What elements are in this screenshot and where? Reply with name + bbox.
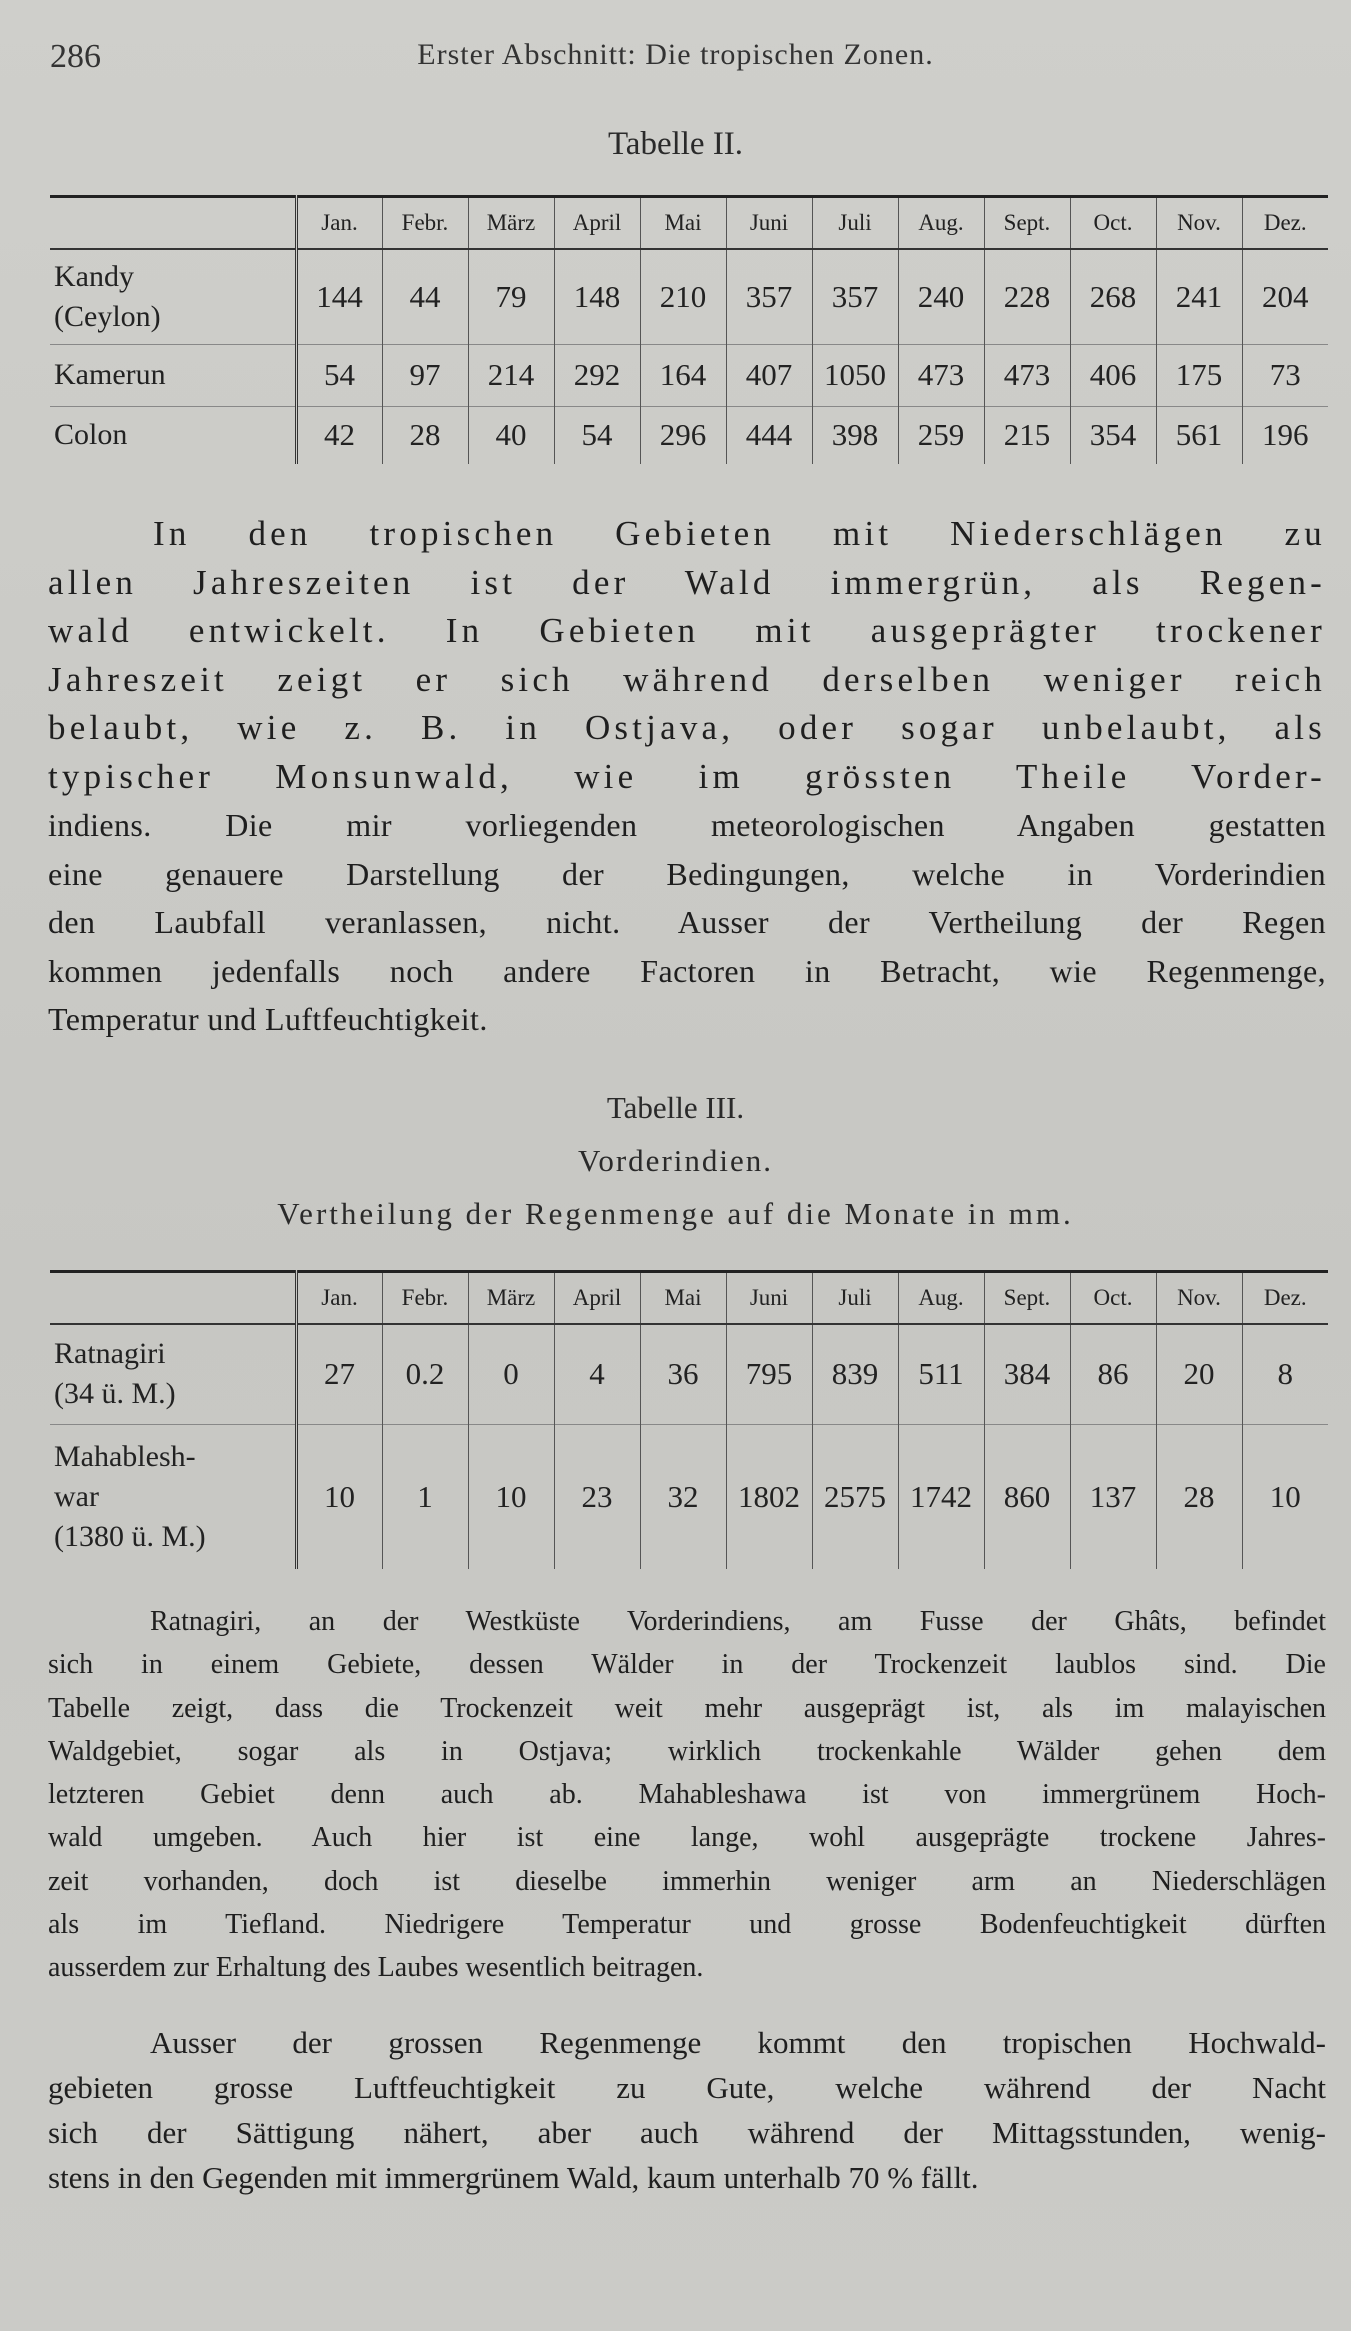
row-label-line: Ratnagiri (54, 1337, 166, 1371)
table3-cell: 10 (296, 1424, 382, 1569)
text-line: eine genauere Darstellung der Bedingungen, welche in Vorderindien (48, 855, 1326, 892)
row-label-line: (Ceylon) (54, 299, 161, 333)
table2-cell: 398 (812, 406, 898, 464)
table2-cell: 407 (726, 344, 812, 406)
table2-row-label (50, 249, 296, 344)
text-line: kommen jedenfalls noch andere Factoren in Betracht, wie Regenmenge, (48, 952, 1326, 989)
text-line: den Laubfall veranlassen, nicht. Ausser der Vertheilung der Regen (48, 904, 1326, 940)
table3-description: Vertheilung der Regenmenge auf die Monate in mm. (277, 1196, 1074, 1231)
table2-cell: 228 (984, 249, 1070, 344)
row-label-line: (1380 ü. M.) (54, 1519, 206, 1553)
row-label-line: Kandy (54, 259, 134, 293)
text-line: gebieten grosse Luftfeuchtigkeit zu Gute, welche während der Nacht (48, 2070, 1326, 2105)
paragraph-1 (48, 510, 1326, 1044)
table3-cell: 36 (640, 1324, 726, 1424)
table2-row (50, 406, 1328, 464)
text-line: Ausser der grossen Regenmenge kommt den tropischen Hochwald- (150, 2025, 1326, 2060)
text-line: Tabelle zeigt, dass die Trockenzeit weit mehr ausgeprägt ist, als im malayischen (48, 1692, 1326, 1724)
text-line: sich der Sättigung nähert, aber auch während der Mittagsstunden, wenig- (48, 2115, 1326, 2150)
table2-cell: 357 (812, 249, 898, 344)
text-line: Ratnagiri, an der Westküste Vorderindiens, am Fusse der Ghâts, befindet (150, 1606, 1326, 1637)
page-header (50, 38, 1301, 86)
table-3 (50, 1270, 1328, 1569)
text-line: indiens. Die mir vorliegenden meteorologischen Angaben gestatten (48, 807, 1326, 843)
table3-col-header: Febr. (382, 1272, 468, 1325)
table3-col-header: Jan. (296, 1272, 382, 1325)
table2-row (50, 249, 1328, 344)
table2-col-header: Juni (726, 197, 812, 250)
text-line: wald entwickelt. In Gebieten mit ausgeprägter trockener (48, 611, 1326, 650)
table2-cell: 1050 (812, 344, 898, 406)
text-line: Jahreszeit zeigt er sich während derselben weniger reich (48, 659, 1326, 699)
table2-cell: 259 (898, 406, 984, 464)
table2-col-header: Jan. (296, 197, 382, 250)
table2-cell: 97 (382, 344, 468, 406)
table2-cell: 561 (1156, 406, 1242, 464)
table3-col-header: Aug. (898, 1272, 984, 1325)
table3-cell: 1742 (898, 1424, 984, 1569)
table2-cell: 473 (898, 344, 984, 406)
table2-cell: 210 (640, 249, 726, 344)
row-label-line: (34 ü. M.) (54, 1377, 176, 1411)
table2-cell: 148 (554, 249, 640, 344)
table2-cell: 473 (984, 344, 1070, 406)
text-line: Waldgebiet, sogar als in Ostjava; wirklich trockenkahle Wälder gehen dem (48, 1735, 1326, 1767)
table3-cell: 1802 (726, 1424, 812, 1569)
table3-cell: 32 (640, 1424, 726, 1569)
table2-cell: 196 (1242, 406, 1328, 464)
row-label-line: war (54, 1479, 99, 1513)
table2-cell: 79 (468, 249, 554, 344)
table3-cell: 4 (554, 1324, 640, 1424)
table3-cell: 27 (296, 1324, 382, 1424)
table3-cell: 137 (1070, 1424, 1156, 1569)
table2-cell: 354 (1070, 406, 1156, 464)
table2-col-header: April (554, 197, 640, 250)
table3-cell: 86 (1070, 1324, 1156, 1424)
table2-cell: 215 (984, 406, 1070, 464)
table2-col-header: Sept. (984, 197, 1070, 250)
table2-cell: 164 (640, 344, 726, 406)
text-line: belaubt, wie z. B. in Ostjava, oder sogar unbelaubt, als (48, 708, 1326, 747)
table3-col-header: Nov. (1156, 1272, 1242, 1325)
table2-row (50, 344, 1328, 406)
table3-cell: 384 (984, 1324, 1070, 1424)
table2-col-header: Nov. (1156, 197, 1242, 250)
table2-row-label (50, 344, 296, 406)
table2-col-header: Oct. (1070, 197, 1156, 250)
table2-corner-cell (50, 197, 296, 250)
text-line: wald umgeben. Auch hier ist eine lange, wohl ausgeprägte trockene Jahres- (48, 1822, 1326, 1854)
row-label-line: Mahablesh- (54, 1439, 196, 1473)
table2-cell: 296 (640, 406, 726, 464)
table3-cell: 511 (898, 1324, 984, 1424)
running-title: Erster Abschnitt: Die tropischen Zonen. (417, 38, 934, 71)
table2-caption: Tabelle II. (607, 126, 744, 162)
table3-corner-cell (50, 1272, 296, 1325)
table2-header-row (50, 197, 1328, 250)
table2-cell: 357 (726, 249, 812, 344)
paragraph-3 (48, 2020, 1326, 2200)
row-label-line: Kamerun (54, 358, 166, 391)
table3-col-header: März (468, 1272, 554, 1325)
table2-cell: 28 (382, 406, 468, 464)
table-2 (50, 195, 1328, 464)
table3-col-header: Dez. (1242, 1272, 1328, 1325)
table3-cell: 10 (1242, 1424, 1328, 1569)
table2-cell: 214 (468, 344, 554, 406)
table2-cell: 204 (1242, 249, 1328, 344)
table2-col-header: Aug. (898, 197, 984, 250)
table3-cell: 860 (984, 1424, 1070, 1569)
table3-col-header: Sept. (984, 1272, 1070, 1325)
table2-row-label (50, 406, 296, 464)
text-line: In den tropischen Gebieten mit Niederschlägen zu (153, 514, 1326, 553)
text-line: sich in einem Gebiete, dessen Wälder in der Trockenzeit laublos sind. Die (48, 1649, 1326, 1681)
table3-col-header: Juni (726, 1272, 812, 1325)
text-line: allen Jahreszeiten ist der Wald immergrün, als Regen- (48, 562, 1326, 602)
table3-cell: 10 (468, 1424, 554, 1569)
table2-cell: 54 (554, 406, 640, 464)
table2-cell: 73 (1242, 344, 1328, 406)
text-line: zeit vorhanden, doch ist dieselbe immerhin weniger arm an Niederschlägen (48, 1865, 1326, 1897)
table3-cell: 0 (468, 1324, 554, 1424)
table2-cell: 40 (468, 406, 554, 464)
table2-cell: 406 (1070, 344, 1156, 406)
text-line: stens in den Gegenden mit immergrünem Wald, kaum unterhalb 70 % fällt. (48, 2160, 979, 2195)
table2-cell: 42 (296, 406, 382, 464)
table2-cell: 240 (898, 249, 984, 344)
table3-col-header: Juli (812, 1272, 898, 1325)
table2-cell: 292 (554, 344, 640, 406)
table2-col-header: Mai (640, 197, 726, 250)
text-line: Temperatur und Luftfeuchtigkeit. (48, 1001, 488, 1037)
table2-cell: 44 (382, 249, 468, 344)
table3-row-label (50, 1424, 296, 1569)
table2-cell: 268 (1070, 249, 1156, 344)
table3-row (50, 1324, 1328, 1424)
table2-cell: 444 (726, 406, 812, 464)
table3-col-header: Mai (640, 1272, 726, 1325)
table2-cell: 241 (1156, 249, 1242, 344)
table3-header-row (50, 1272, 1328, 1325)
table2-col-header: Juli (812, 197, 898, 250)
table2-col-header: Febr. (382, 197, 468, 250)
table3-cell: 839 (812, 1324, 898, 1424)
table3-cell: 28 (1156, 1424, 1242, 1569)
page-number: 286 (50, 38, 101, 75)
row-label-line: Colon (54, 418, 128, 452)
table3-cell: 795 (726, 1324, 812, 1424)
table3-cell: 8 (1242, 1324, 1328, 1424)
table3-cell: 0.2 (382, 1324, 468, 1424)
table3-cell: 20 (1156, 1324, 1242, 1424)
text-line: typischer Monsunwald, wie im grössten Theile Vorder- (48, 756, 1326, 796)
table3-col-header: April (554, 1272, 640, 1325)
table2-col-header: März (468, 197, 554, 250)
table3-row (50, 1424, 1328, 1569)
table2-cell: 54 (296, 344, 382, 406)
paragraph-2 (48, 1600, 1326, 1990)
table2-cell: 175 (1156, 344, 1242, 406)
table3-cell: 2575 (812, 1424, 898, 1569)
table3-subtitle: Vorderindien. (577, 1143, 774, 1178)
text-line: letzteren Gebiet denn auch ab. Mahableshawa ist von immergrünem Hoch- (48, 1779, 1326, 1811)
table3-col-header: Oct. (1070, 1272, 1156, 1325)
text-line: als im Tiefland. Niedrigere Temperatur und grosse Bodenfeuchtigkeit dürften (48, 1909, 1326, 1941)
table3-cell: 1 (382, 1424, 468, 1569)
table2-col-header: Dez. (1242, 197, 1328, 250)
table3-caption: Tabelle III. (606, 1090, 745, 1125)
table3-cell: 23 (554, 1424, 640, 1569)
text-line: ausserdem zur Erhaltung des Laubes wesentlich beitragen. (48, 1952, 704, 1984)
table2-cell: 144 (296, 249, 382, 344)
table3-row-label (50, 1324, 296, 1424)
